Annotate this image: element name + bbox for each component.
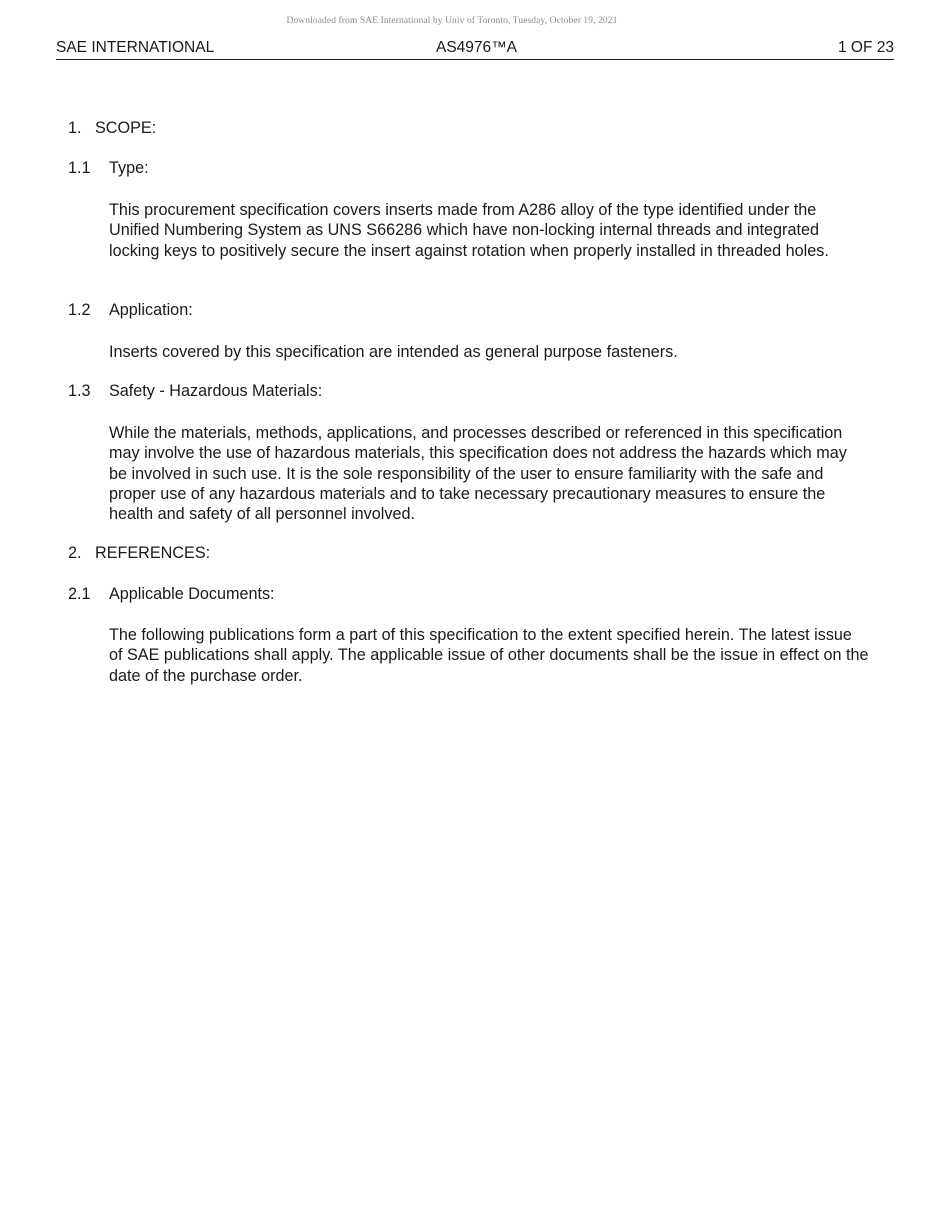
section-number: 1.2 — [68, 301, 91, 319]
section-title: Applicable Documents: — [109, 585, 275, 603]
section-1-3-heading — [68, 382, 322, 401]
section-2-1-paragraph: The following publications form a part of this specification to the extent specified herein. The latest issue of SAE publications shall apply. The applicable issue of other documents shall be the issue in effect on the date of the purchase order. — [109, 626, 869, 685]
section-title: Type: — [109, 159, 149, 177]
header-page-number: 1 OF 23 — [838, 39, 894, 56]
section-1-1-paragraph: This procurement specification covers inserts made from A286 alloy of the type identified under the Unified Numbering System as UNS S66286 which have non-locking internal threads and integrated locking keys to positively secure the insert against rotation when properly installed in threaded holes. — [109, 201, 829, 260]
section-title: REFERENCES: — [95, 544, 211, 562]
section-1-2-heading — [68, 301, 193, 320]
header-org: SAE INTERNATIONAL — [56, 39, 215, 56]
section-1-heading — [68, 119, 156, 138]
section-title: Application: — [109, 301, 193, 319]
section-2-heading — [68, 544, 210, 563]
section-1-3-paragraph: While the materials, methods, applications, and processes described or referenced in this specification may involve the use of hazardous materials, this specification does not address the hazards which may be involved in such use. It is the sole responsibility of the user to ensure familiarity with the safe and proper use of any hazardous materials and to take necessary precautionary measures to ensure the health and safety of all personnel involved. — [109, 424, 847, 524]
section-number: 2. — [68, 544, 82, 562]
section-number: 1.3 — [68, 382, 91, 400]
section-title: Safety - Hazardous Materials: — [109, 382, 323, 400]
section-2-1-heading — [68, 585, 275, 604]
section-number: 1. — [68, 119, 82, 137]
download-watermark: Downloaded from SAE International by Univ of Toronto, Tuesday, October 19, 2021 — [286, 16, 618, 26]
section-1-1-heading — [68, 159, 149, 178]
page-header — [56, 37, 894, 60]
section-title: SCOPE: — [95, 119, 157, 137]
section-number: 1.1 — [68, 159, 91, 177]
header-doc-id: AS4976™A — [436, 39, 517, 56]
section-1-2-paragraph: Inserts covered by this specification are intended as general purpose fasteners. — [109, 343, 678, 361]
section-number: 2.1 — [68, 585, 91, 603]
